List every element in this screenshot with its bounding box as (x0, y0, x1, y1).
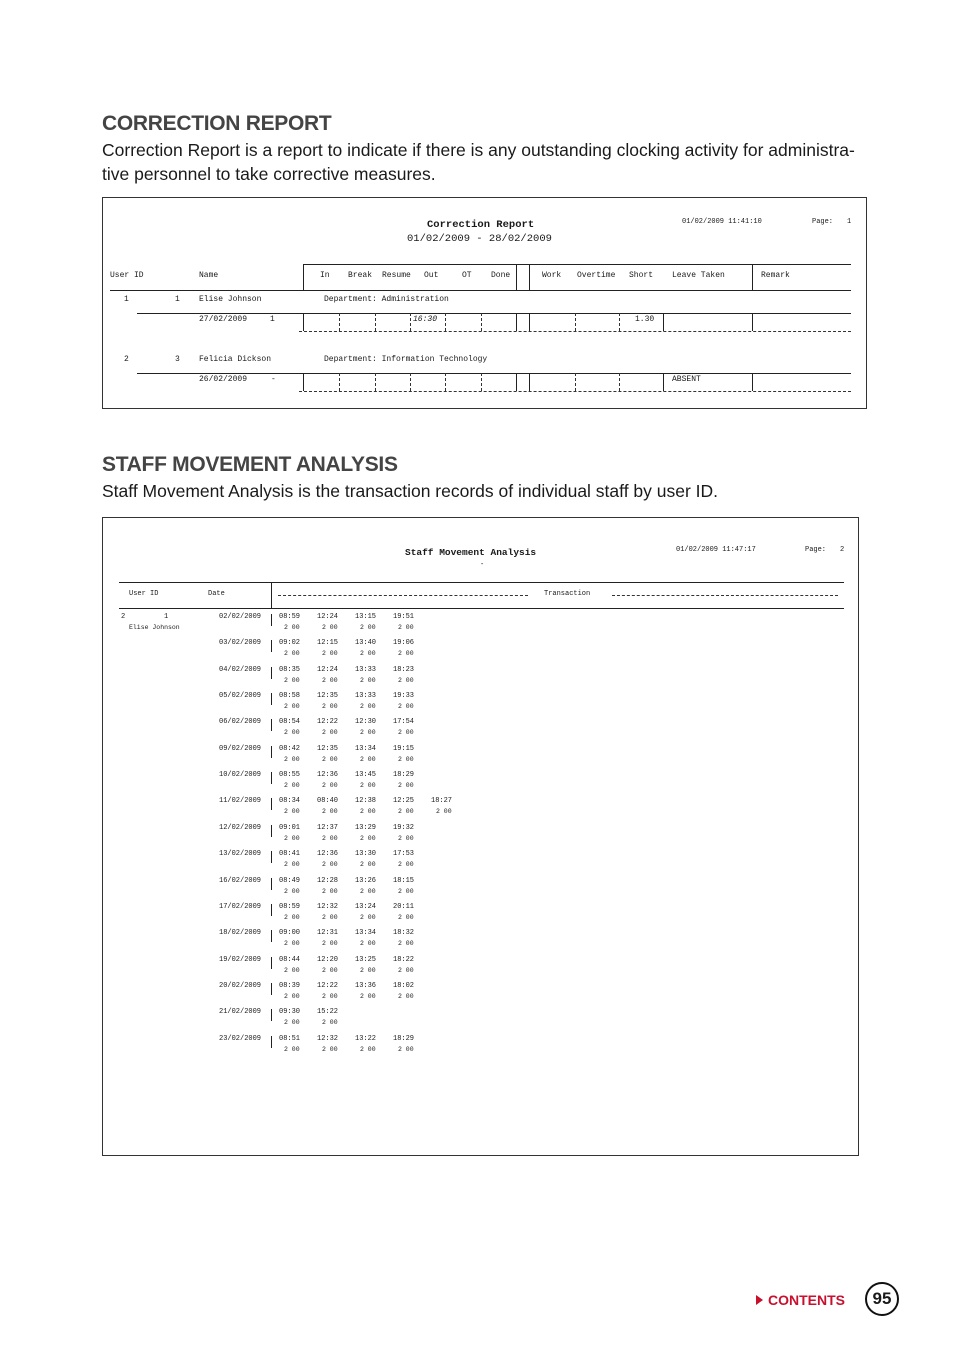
sm-row-code: 2 00 (360, 940, 376, 948)
sm-row-time: 19:15 (393, 744, 415, 753)
sm-row-time: 13:22 (355, 1034, 377, 1043)
cr-cell-border (529, 313, 530, 331)
cr-emp1-date: 27/02/2009 (199, 315, 248, 324)
sm-row-date: 13/02/2009 (219, 850, 262, 859)
sm-row-divider (271, 693, 272, 705)
sm-row-time: 08:51 (279, 1034, 301, 1043)
sm-row (103, 824, 843, 850)
sm-row-date: 17/02/2009 (219, 902, 262, 911)
sm-row-code: 2 00 (284, 650, 300, 658)
sm-row-code: 2 00 (436, 808, 452, 816)
sm-row-code: 2 00 (360, 992, 376, 1000)
sm-row-code: 2 00 (398, 755, 414, 763)
cr-emp1-id: 1 (175, 295, 180, 304)
cr-cell-border (619, 313, 620, 331)
cr-cell-border (529, 373, 530, 391)
sm-row-code: 2 00 (284, 966, 300, 974)
sm-row-date: 03/02/2009 (219, 639, 262, 648)
cr-emp2-date: 26/02/2009 (199, 375, 248, 384)
sm-row-code: 2 00 (398, 782, 414, 790)
cr-title: Correction Report (427, 219, 535, 231)
sm-row-time: 08:34 (279, 797, 301, 806)
sm-row-time: 12:37 (317, 823, 339, 832)
sm-header-bottom-rule (119, 608, 844, 609)
sm-row-code: 2 00 (284, 834, 300, 842)
sm-row (103, 692, 843, 718)
sm-col-date: Date (208, 590, 225, 598)
sm-row-code: 2 00 (398, 729, 414, 737)
cr-emp1-dept: Department: Administration (324, 295, 449, 304)
sm-row-time: 12:36 (317, 771, 339, 780)
cr-cell-border (481, 373, 482, 391)
cr-cell-border (410, 313, 411, 331)
sm-row-time: 12:20 (317, 955, 339, 964)
sm-row-code: 2 00 (322, 834, 338, 842)
sm-row-code: 2 00 (398, 966, 414, 974)
staff-movement-image (102, 517, 859, 1156)
sm-row (103, 877, 843, 903)
sm-row-divider (271, 719, 272, 731)
sm-row-code: 2 00 (322, 913, 338, 921)
cr-cell-border (752, 373, 753, 391)
sm-row-code: 2 00 (322, 782, 338, 790)
cr-emp1-row-rule (137, 313, 851, 314)
sm-row-code: 2 00 (322, 940, 338, 948)
arrow-right-icon (756, 1295, 763, 1305)
sm-row-time: 20:11 (393, 902, 415, 911)
sm-row-divider (271, 798, 272, 810)
sm-row-divider (271, 772, 272, 784)
cr-emp2-leave: ABSENT (672, 375, 701, 384)
contents-label: CONTENTS (768, 1292, 845, 1308)
sm-row-time: 19:51 (393, 613, 415, 621)
sm-row-time: 13:34 (355, 929, 377, 938)
sm-row-time: 13:33 (355, 665, 377, 674)
sm-transaction-rule-right (612, 595, 838, 596)
sm-row-time: 08:54 (279, 718, 301, 727)
sm-row-time: 08:40 (317, 797, 339, 806)
sm-row-time: 08:39 (279, 981, 301, 990)
sm-subtitle: - (480, 561, 485, 569)
sm-row-divider (271, 930, 272, 942)
cr-cell-border (575, 313, 576, 331)
cr-cell-border (481, 313, 482, 331)
sm-user-no: 2 (121, 613, 126, 621)
sm-row-time: 13:36 (355, 981, 377, 990)
sm-row-time: 18:22 (393, 955, 415, 964)
sm-row-date: 09/02/2009 (219, 744, 262, 753)
cr-page-no: 1 (847, 218, 852, 226)
sm-row-time: 13:34 (355, 744, 377, 753)
cr-emp2-day: - (271, 375, 276, 384)
sm-row-time: 13:29 (355, 823, 377, 832)
sm-row-time: 12:30 (355, 718, 377, 727)
sm-row-time: 09:00 (279, 929, 301, 938)
cr-cell-border (303, 373, 304, 391)
sm-row-code: 2 00 (360, 966, 376, 974)
sm-row (103, 797, 843, 823)
cr-col-remark: Remark (761, 271, 790, 280)
sm-row-time: 18:15 (393, 876, 415, 885)
section-desc-correction-line1: Correction Report is a report to indicate if there is any outstanding clocking activity for administra- (102, 140, 855, 160)
sm-row-time: 13:30 (355, 850, 377, 859)
cr-cell-border (375, 313, 376, 331)
sm-row-code: 2 00 (284, 1045, 300, 1053)
sm-row-divider (271, 904, 272, 916)
sm-row-code: 2 00 (322, 887, 338, 895)
sm-row-time: 08:58 (279, 692, 301, 701)
sm-row-time: 18:23 (393, 665, 415, 674)
sm-row-time: 08:59 (279, 613, 301, 621)
sm-row-code: 2 00 (322, 676, 338, 684)
cr-col-in: In (320, 271, 330, 280)
sm-header-top-rule (119, 582, 844, 583)
page-number: 95 (865, 1282, 899, 1316)
sm-row-code: 2 00 (284, 676, 300, 684)
sm-row-time: 18:29 (393, 1034, 415, 1043)
cr-col-leave: Leave Taken (672, 271, 725, 280)
sm-row-divider (271, 878, 272, 890)
sm-row-code: 2 00 (284, 755, 300, 763)
sm-row-code: 2 00 (398, 913, 414, 921)
cr-cell-border (575, 373, 576, 391)
sm-user-id: 1 (164, 613, 169, 621)
cr-col-work: Work (542, 271, 562, 280)
sm-row (103, 929, 843, 955)
sm-row-date: 16/02/2009 (219, 876, 262, 885)
sm-row-time: 19:06 (393, 639, 415, 648)
cr-cell-border (339, 373, 340, 391)
sm-printed: 01/02/2009 11:47:17 (676, 546, 756, 554)
sm-row-time: 13:25 (355, 955, 377, 964)
sm-row-divider (271, 851, 272, 863)
sm-row-time: 08:49 (279, 876, 301, 885)
cr-emp1-bottom-rule (299, 331, 851, 332)
cr-range: 01/02/2009 - 28/02/2009 (407, 233, 552, 245)
sm-row-code: 2 00 (360, 913, 376, 921)
sm-row-time: 19:33 (393, 692, 415, 701)
cr-emp1-day: 1 (270, 315, 275, 324)
cr-cell-border (303, 313, 304, 331)
sm-row-time: 17:53 (393, 850, 415, 859)
sm-row-time: 12:38 (355, 797, 377, 806)
cr-cell-border (445, 313, 446, 331)
sm-row-code: 2 00 (284, 992, 300, 1000)
cr-col-ot: OT (462, 271, 472, 280)
sm-row-code: 2 00 (398, 676, 414, 684)
sm-row-date: 12/02/2009 (219, 823, 262, 832)
sm-row-date: 04/02/2009 (219, 665, 262, 674)
cr-cell-border (663, 373, 664, 391)
sm-row-time: 08:44 (279, 955, 301, 964)
cr-cell-border (339, 313, 340, 331)
sm-row-time: 12:32 (317, 902, 339, 911)
sm-row-code: 2 00 (322, 966, 338, 974)
sm-row-date: 02/02/2009 (219, 613, 262, 621)
sm-row-time: 12:36 (317, 850, 339, 859)
cr-col-short: Short (629, 271, 654, 280)
cr-col-overtime: Overtime (577, 271, 616, 280)
sm-row-code: 2 00 (322, 808, 338, 816)
sm-row-code: 2 00 (398, 650, 414, 658)
sm-row-divider (271, 614, 272, 626)
sm-user-name: Elise Johnson (129, 624, 180, 631)
sm-row-time: 08:41 (279, 850, 301, 859)
cr-page-label: Page: (812, 218, 834, 226)
sm-row-code: 2 00 (322, 1019, 338, 1027)
sm-row-divider (271, 957, 272, 969)
cr-cell-border (375, 373, 376, 391)
sm-row-code: 2 00 (322, 755, 338, 763)
sm-row-code: 2 00 (398, 940, 414, 948)
sm-row-code: 2 00 (322, 992, 338, 1000)
sm-row-time: 18:02 (393, 981, 415, 990)
sm-row-divider (271, 1036, 272, 1048)
sm-row-code: 2 00 (398, 992, 414, 1000)
cr-col-out: Out (424, 271, 439, 280)
sm-row-code: 2 00 (398, 887, 414, 895)
sm-row-code: 2 00 (284, 808, 300, 816)
sm-row-time: 12:31 (317, 929, 339, 938)
sm-row-time: 12:35 (317, 744, 339, 753)
sm-row (103, 956, 843, 982)
sm-row-time: 09:01 (279, 823, 301, 832)
contents-link[interactable] (756, 1292, 845, 1308)
sm-row-code: 2 00 (284, 887, 300, 895)
sm-row-code: 2 00 (398, 1045, 414, 1053)
sm-row-time: 08:35 (279, 665, 301, 674)
sm-row-date: 23/02/2009 (219, 1034, 262, 1043)
sm-row-code: 2 00 (398, 808, 414, 816)
sm-row-time: 17:54 (393, 718, 415, 727)
sm-row (103, 903, 843, 929)
sm-row-code: 2 00 (284, 1019, 300, 1027)
cr-emp2-dept: Department: Information Technology (324, 355, 488, 364)
sm-row-divider (271, 640, 272, 652)
sm-row-time: 12:22 (317, 981, 339, 990)
sm-row (103, 718, 843, 744)
sm-row-date: 20/02/2009 (219, 981, 262, 990)
cr-cell-border (663, 313, 664, 331)
sm-row-time: 13:33 (355, 692, 377, 701)
sm-row-time: 12:35 (317, 692, 339, 701)
sm-row-code: 2 00 (322, 1045, 338, 1053)
sm-page-label: Page: (805, 546, 827, 554)
sm-row-code: 2 00 (284, 913, 300, 921)
sm-row-code: 2 00 (398, 861, 414, 869)
sm-row-code: 2 00 (322, 861, 338, 869)
correction-report-image (102, 197, 867, 409)
sm-row-code: 2 00 (360, 703, 376, 711)
sm-row-divider (271, 825, 272, 837)
sm-row-date: 21/02/2009 (219, 1008, 262, 1017)
sm-row-code: 2 00 (398, 834, 414, 842)
sm-row-time: 12:25 (393, 797, 415, 806)
cr-col-name: Name (199, 271, 219, 280)
sm-row-divider (271, 746, 272, 758)
sm-transaction-rule-left (278, 595, 528, 596)
sm-row-time: 19:32 (393, 823, 415, 832)
sm-row-time: 18:29 (393, 771, 415, 780)
cr-cell-border (445, 373, 446, 391)
cr-emp1-no: 1 (124, 295, 129, 304)
cr-header-divider (303, 264, 304, 290)
sm-row-time: 13:26 (355, 876, 377, 885)
sm-row-date: 06/02/2009 (219, 718, 262, 727)
sm-row-time: 08:42 (279, 744, 301, 753)
cr-emp1-name: Elise Johnson (199, 295, 262, 304)
cr-cell-border (752, 313, 753, 331)
cr-header-top-rule (303, 264, 851, 265)
cr-header-divider (752, 264, 753, 290)
sm-row (103, 613, 843, 639)
cr-col-done: Done (491, 271, 511, 280)
sm-row-code: 2 00 (284, 624, 300, 631)
cr-emp1-short: 1.30 (635, 315, 655, 324)
sm-row-divider (271, 983, 272, 995)
sm-row (103, 639, 843, 665)
sm-row-time: 12:28 (317, 876, 339, 885)
sm-row-time: 12:32 (317, 1034, 339, 1043)
sm-row-code: 2 00 (360, 650, 376, 658)
cr-header-divider (529, 264, 530, 290)
sm-row-time: 09:02 (279, 639, 301, 648)
sm-row-code: 2 00 (284, 703, 300, 711)
sm-row (103, 1035, 843, 1061)
sm-row (103, 745, 843, 771)
cr-header-divider (516, 264, 517, 290)
sm-row-date: 11/02/2009 (219, 797, 262, 806)
sm-row-code: 2 00 (360, 676, 376, 684)
cr-col-resume: Resume (382, 271, 411, 280)
sm-row-time: 12:24 (317, 665, 339, 674)
sm-row-time: 08:59 (279, 902, 301, 911)
sm-row-time: 18:32 (393, 929, 415, 938)
sm-row-date: 18/02/2009 (219, 929, 262, 938)
sm-row (103, 1008, 843, 1034)
sm-row-code: 2 00 (360, 729, 376, 737)
sm-row-time: 15:22 (317, 1008, 339, 1017)
sm-row-divider (271, 1009, 272, 1021)
sm-row-code: 2 00 (322, 703, 338, 711)
cr-emp2-row-rule (137, 373, 851, 374)
sm-row-code: 2 00 (322, 729, 338, 737)
sm-row-code: 2 00 (360, 887, 376, 895)
sm-row-divider (271, 667, 272, 679)
sm-row-code: 2 00 (398, 624, 414, 631)
sm-row-time: 13:45 (355, 771, 377, 780)
sm-row-time: 13:40 (355, 639, 377, 648)
section-title-correction: CORRECTION REPORT (102, 112, 332, 135)
sm-row-code: 2 00 (284, 729, 300, 737)
sm-row-code: 2 00 (360, 1045, 376, 1053)
sm-row-time: 13:24 (355, 902, 377, 911)
cr-header-bottom-rule (110, 290, 851, 291)
cr-emp2-no: 2 (124, 355, 129, 364)
sm-row-time: 08:55 (279, 771, 301, 780)
sm-col-user-id: User ID (129, 590, 159, 598)
sm-col-transaction: Transaction (544, 590, 591, 598)
sm-row-code: 2 00 (284, 861, 300, 869)
cr-col-user-id: User ID (110, 271, 144, 280)
sm-title: Staff Movement Analysis (405, 547, 537, 558)
section-desc-correction-line2: tive personnel to take corrective measures. (102, 164, 436, 184)
sm-row-date: 10/02/2009 (219, 771, 262, 780)
sm-row-code: 2 00 (360, 782, 376, 790)
sm-row-code: 2 00 (284, 782, 300, 790)
sm-row-time: 09:30 (279, 1008, 301, 1017)
sm-row-time: 12:15 (317, 639, 339, 648)
sm-row-code: 2 00 (360, 861, 376, 869)
sm-row-time: 18:27 (431, 797, 453, 806)
cr-cell-border (516, 313, 517, 331)
cr-emp2-bottom-rule (299, 391, 851, 392)
cr-emp1-out: 16:30 (413, 315, 438, 324)
sm-row (103, 850, 843, 876)
sm-page-no: 2 (840, 546, 845, 554)
sm-row-code: 2 00 (284, 940, 300, 948)
sm-header-divider (271, 582, 272, 608)
cr-printed: 01/02/2009 11:41:10 (682, 218, 762, 226)
sm-row-time: 12:22 (317, 718, 339, 727)
sm-row-code: 2 00 (360, 755, 376, 763)
cr-cell-border (410, 373, 411, 391)
section-desc-staff: Staff Movement Analysis is the transaction records of individual staff by user ID. (102, 481, 719, 501)
sm-row (103, 982, 843, 1008)
sm-row-time: 13:15 (355, 613, 377, 621)
cr-cell-border (619, 373, 620, 391)
sm-row-code: 2 00 (322, 650, 338, 658)
cr-col-break: Break (348, 271, 373, 280)
cr-emp2-name: Felicia Dickson (199, 355, 272, 364)
sm-row-date: 05/02/2009 (219, 692, 262, 701)
cr-emp2-id: 3 (175, 355, 180, 364)
cr-cell-border (516, 373, 517, 391)
sm-row-date: 19/02/2009 (219, 955, 262, 964)
sm-row (103, 771, 843, 797)
sm-row-code: 2 00 (322, 624, 338, 631)
sm-row-code: 2 00 (360, 624, 376, 631)
sm-row-code: 2 00 (360, 808, 376, 816)
sm-row (103, 666, 843, 692)
sm-row-time: 12:24 (317, 613, 339, 621)
sm-row-code: 2 00 (360, 834, 376, 842)
section-title-staff: STAFF MOVEMENT ANALYSIS (102, 453, 398, 476)
sm-row-code: 2 00 (398, 703, 414, 711)
